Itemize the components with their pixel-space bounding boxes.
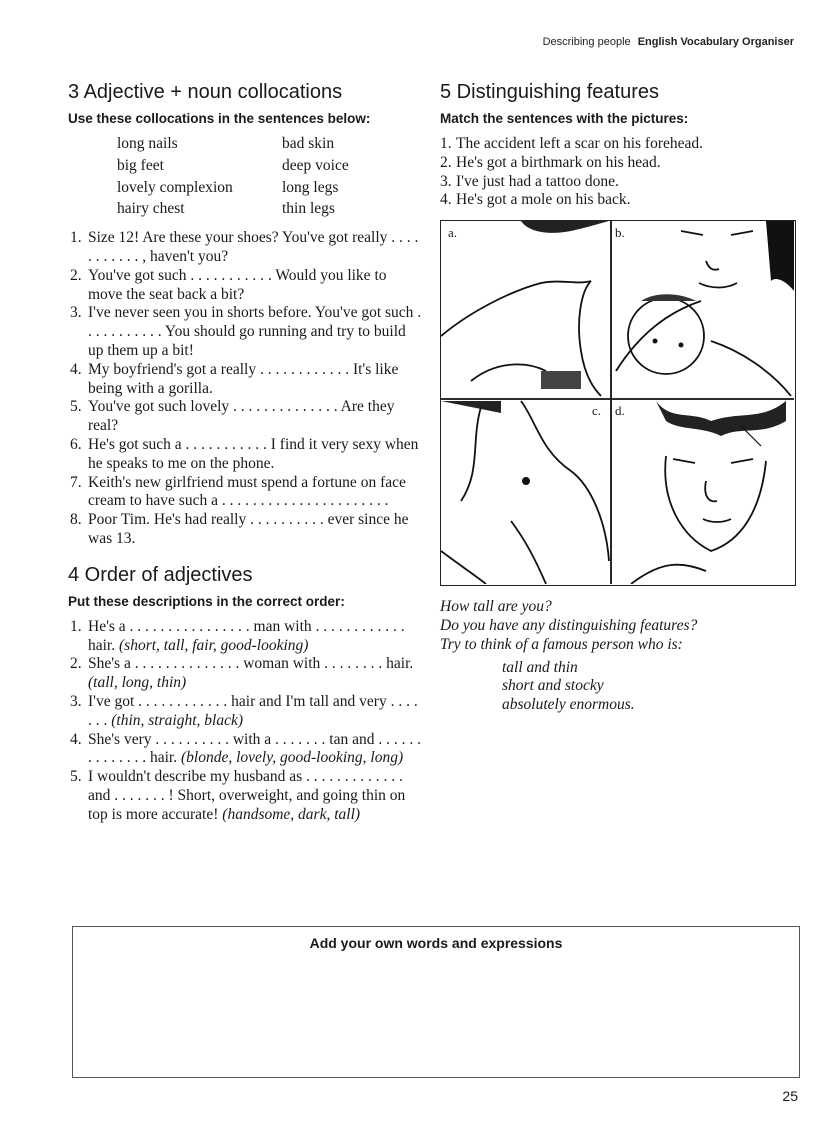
exercise-item: 4. My boyfriend's got a really . . . . . . . . . . . . It's like being with a gorilla. (70, 360, 399, 397)
famous-person-prompt: short and stocky (502, 677, 604, 695)
hint: (short, tall, fair, good-looking) (119, 636, 309, 654)
question: Try to think of a famous person who is: (440, 635, 683, 653)
famous-person-prompt: absolutely enormous. (502, 696, 635, 714)
exercise-item: 1. Size 12! Are these your shoes? You've got really . . . . . . . . . . . , haven't you? (70, 229, 419, 265)
section-3-exercise (68, 229, 423, 549)
picture-c-mole-back (441, 401, 609, 584)
hint: (handsome, dark, tall) (222, 805, 361, 823)
header-book: English Vocabulary Organiser (637, 36, 794, 48)
collocation: long legs (282, 178, 339, 196)
feature-pictures (440, 220, 796, 586)
exercise-item: 4. She's very . . . . . . . . . . with a . . . . . . . tan and . . . . . . . . . . . . . . hair. (blonde, lovely, good-looking, long) (70, 730, 421, 767)
section-4-instruction: Put these descriptions in the correct order: (68, 593, 345, 609)
picture-label-c: c. (591, 402, 602, 421)
page-number: 25 (782, 1088, 798, 1104)
exercise-item: 6. He's got such a . . . . . . . . . . . I find it very sexy when he speaks to me on the phone. (70, 435, 419, 472)
exercise-item: 8. Poor Tim. He's had really . . . . . . . . . . ever since he was 13. (70, 511, 409, 547)
collocation: lovely complexion (117, 178, 233, 196)
discussion-questions (440, 598, 795, 715)
section-3-title: 3 Adjective + noun collocations (68, 81, 343, 103)
exercise-item: 1. He's a . . . . . . . . . . . . . . . . man with . . . . . . . . . . . . hair. (short, tall, fair, good-looking) (70, 617, 405, 654)
collocation: long nails (117, 135, 178, 152)
hint: (blonde, lovely, good-looking, long) (181, 749, 404, 767)
picture-label-d: d. (614, 402, 626, 421)
picture-b-baby-birthmark (616, 221, 794, 396)
section-4-exercise (68, 618, 423, 825)
section-3-instruction: Use these collocations in the sentences below: (68, 111, 371, 126)
exercise-item: 4. He's got a mole on his back. (440, 191, 631, 209)
picture-d-scar-face (631, 401, 786, 584)
exercise-item: 7. Keith's new girlfriend must spend a fortune on face cream to have such a . . . . . . . . . . . . . . . . . . . . . . (70, 473, 406, 510)
own-words-title: Add your own words and expressions (309, 935, 563, 951)
collocation: hairy chest (117, 200, 185, 218)
picture-a-tattoo-shoulder (441, 221, 609, 396)
exercise-item: 1. The accident left a scar on his forehead. (440, 135, 704, 152)
exercise-item: 3. I've never seen you in shorts before. You've got such . . . . . . . . . . . You should go running and try to build up them up a bit! (70, 304, 422, 359)
hint: (thin, straight, black) (111, 711, 243, 729)
famous-person-prompt: tall and thin (502, 658, 578, 676)
exercise-item: 2. She's a . . . . . . . . . . . . . . woman with . . . . . . . . hair. (tall, long, thin) (70, 655, 414, 692)
exercise-item: 5. I wouldn't describe my husband as . . . . . . . . . . . . . and . . . . . . . ! Short, overweight, and going thin on top is more accurate! (handsome, dark, tall) (70, 768, 406, 823)
picture-label-b: b. (614, 224, 626, 243)
section-5-exercise (440, 135, 795, 210)
exercise-item: 3. I've just had a tattoo done. (440, 172, 619, 190)
header-section: Describing people (542, 36, 631, 48)
collocation: thin legs (282, 200, 335, 218)
left-column (68, 80, 423, 825)
collocation: deep voice (282, 156, 349, 174)
collocation-list (117, 135, 423, 219)
own-words-box[interactable] (72, 926, 800, 1078)
collocation: bad skin (282, 135, 335, 152)
hint: (tall, long, thin) (88, 674, 187, 692)
exercise-item: 2. He's got a birthmark on his head. (440, 153, 661, 171)
famous-person-list (502, 659, 795, 715)
section-4-title: 4 Order of adjectives (68, 563, 253, 586)
exercise-item: 5. You've got such lovely . . . . . . . . . . . . . . Are they real? (70, 398, 395, 435)
exercise-item: 2. You've got such . . . . . . . . . . . Would you like to move the seat back a bit? (70, 266, 387, 303)
picture-label-a: a. (447, 224, 458, 243)
exercise-item: 3. I've got . . . . . . . . . . . . hair and I'm tall and very . . . . . . . (thin, straight, black) (70, 692, 418, 729)
question: How tall are you? (440, 598, 552, 616)
section-5-title: 5 Distinguishing features (440, 81, 660, 103)
collocation: big feet (117, 156, 164, 174)
question: Do you have any distinguishing features? (440, 616, 698, 634)
section-5-instruction: Match the sentences with the pictures: (440, 111, 689, 126)
running-header (543, 36, 794, 48)
section-4 (68, 563, 423, 825)
right-column (440, 80, 795, 715)
